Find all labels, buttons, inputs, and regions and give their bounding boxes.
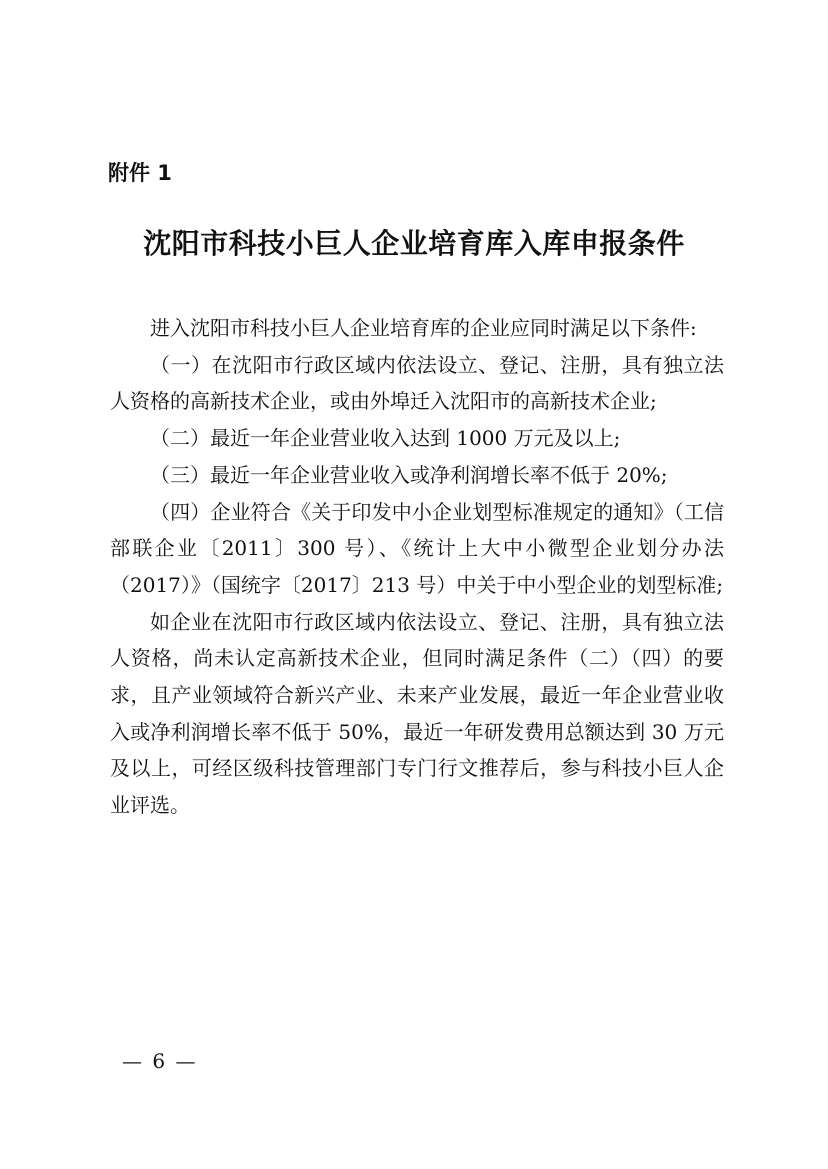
document-body xyxy=(110,310,724,824)
condition-3: （三）最近一年企业营业收入或净利润增长率不低于 20%; xyxy=(150,462,668,487)
supplement-paragraph: 如企业在沈阳市行政区域内依法设立、登记、注册，具有独立法人资格，尚未认定高新技术企业，但同时满足条件（二）（四）的要求，且产业领域符合新兴产业、未来产业发展，最近一年企业营业收入或净利润增长率不低于 50%，最近一年研发费用总额达到 30 万元及以上，可经区级科技管理部门专门行文推荐后，参与科技小巨人企业评选。 xyxy=(110,609,724,818)
document-title: 沈阳市科技小巨人企业培育库入库申报条件 xyxy=(143,227,685,260)
condition-2: （二）最近一年企业营业收入达到 1000 万元及以上; xyxy=(150,426,621,451)
page-number: — 6 — xyxy=(122,1049,198,1073)
attachment-label: 附件 1 xyxy=(108,161,172,185)
condition-4: （四）企业符合《关于印发中小企业划型标准规定的通知》（工信部联企业〔2011〕300 号）、《统计上大中小微型企业划分办法（2017）》（国统字〔2017〕213 号）中关于中小型企业的划型标准; xyxy=(110,499,724,597)
intro-paragraph: 进入沈阳市科技小巨人企业培育库的企业应同时满足以下条件: xyxy=(150,316,697,340)
condition-1: （一）在沈阳市行政区域内依法设立、登记、注册，具有独立法人资格的高新技术企业，或由外埠迁入沈阳市的高新技术企业; xyxy=(110,352,724,414)
